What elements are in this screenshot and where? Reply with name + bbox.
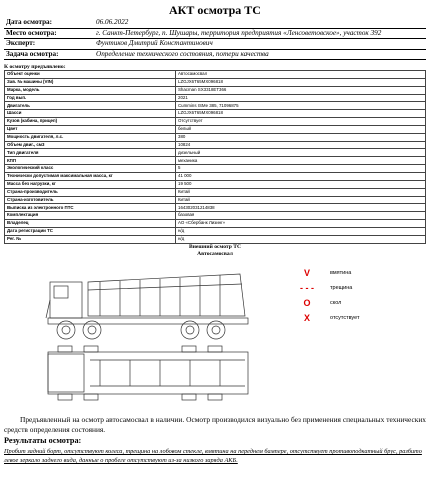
header-value: Определение технического состояния, потери качества — [94, 49, 426, 60]
header-row — [4, 28, 426, 39]
header-row — [4, 39, 426, 50]
spec-label: Цвет — [5, 125, 176, 133]
spec-row — [5, 125, 426, 133]
spec-label: Мощность двигателя, л.с. — [5, 133, 176, 141]
legend-label: отсутствует — [330, 315, 360, 321]
header-row — [4, 18, 426, 28]
spec-value: дизельный — [176, 149, 426, 157]
header-value: Фунтиков Дмитрий Константинович — [94, 39, 426, 50]
inspection-header-table — [4, 18, 426, 60]
spec-value: Автосамосвал — [176, 71, 426, 79]
legend-symbol: V — [303, 268, 310, 278]
header-row — [4, 49, 426, 60]
spec-value: механика — [176, 157, 426, 165]
spec-label: Тип двигателя — [5, 149, 176, 157]
spec-value: белый — [176, 125, 426, 133]
spec-value: Shacman SX3318ET366 — [176, 86, 426, 94]
spec-label: Дата регистрации ТС — [5, 227, 176, 235]
spec-value: 10824 — [176, 141, 426, 149]
spec-label: Двигатель — [5, 102, 176, 110]
spec-row — [5, 204, 426, 212]
dump-truck-schematic — [40, 260, 280, 410]
spec-label: Год вып. — [5, 94, 176, 102]
spec-label: Комплектация — [5, 212, 176, 220]
spec-label: Страна-производитель — [5, 188, 176, 196]
spec-row — [5, 227, 426, 235]
results-heading: Результаты осмотра: — [4, 436, 82, 445]
legend-label: трещина — [330, 285, 353, 291]
header-value: 06.06.2022 — [94, 18, 426, 28]
legend-symbol: - - - — [300, 283, 314, 293]
legend-label: скол — [330, 300, 342, 306]
spec-value: LZGJX6T65MX096818 — [176, 78, 426, 86]
inspection-heading: Внешний осмотр ТС — [188, 244, 242, 250]
header-label: Эксперт: — [4, 39, 94, 50]
spec-value: Cummins ISMe 385, 71096875 — [176, 102, 426, 110]
inspection-paragraph: Предъявленный на осмотр автосамосвал в наличии. Осмотр производился визуально без применения специальных технических средств определения состояния. — [4, 415, 426, 434]
spec-value: 380 — [176, 133, 426, 141]
spec-row — [5, 110, 426, 118]
spec-row — [5, 235, 426, 243]
spec-heading: К осмотру предъявлено: — [4, 64, 66, 70]
spec-row — [5, 78, 426, 86]
spec-label: Зав. № машины (VIN) — [5, 78, 176, 86]
document-title: АКТ осмотра ТС — [169, 3, 261, 17]
truck-top-view — [48, 352, 248, 394]
cab-top — [48, 354, 84, 392]
legend-symbol: O — [303, 298, 311, 308]
spec-label: Рег. № — [5, 235, 176, 243]
spec-value: Китай — [176, 188, 426, 196]
inspection-subheading: Автосамосвал — [197, 251, 233, 257]
spec-value: н/д — [176, 235, 426, 243]
spec-row — [5, 102, 426, 110]
spec-value: 19 500 — [176, 180, 426, 188]
spec-value: 164302031214838 — [176, 204, 426, 212]
spec-label: Кузов (кабина, прицеп) — [5, 118, 176, 126]
spec-row — [5, 86, 426, 94]
spec-label: Экологический класс — [5, 165, 176, 173]
inspection-title — [140, 244, 290, 258]
spec-row — [5, 212, 426, 220]
header-label: Задача осмотра: — [4, 49, 94, 60]
spec-label: Объем двиг., см3 — [5, 141, 176, 149]
header-value: г. Санкт-Петербург, п. Шушары, территория предприятия «Ленсоветовское», участок 392 — [94, 28, 426, 39]
spec-row — [5, 180, 426, 188]
spec-row — [5, 165, 426, 173]
spec-value: LZGJX6T65MX096818 — [176, 110, 426, 118]
header-label: Дата осмотра: — [4, 18, 94, 28]
spec-label: Марка, модель — [5, 86, 176, 94]
header-label: Место осмотра: — [4, 28, 94, 39]
spec-value: 5 — [176, 165, 426, 173]
dump-body-side — [88, 274, 245, 316]
spec-row — [5, 141, 426, 149]
legend-label: вмятина — [330, 270, 352, 276]
spec-row — [5, 118, 426, 126]
spec-label: Объект оценки — [5, 71, 176, 79]
spec-label: Страна-изготовитель — [5, 196, 176, 204]
spec-label: Выписка из электронного ПТС — [5, 204, 176, 212]
spec-value: Китай — [176, 196, 426, 204]
spec-row — [5, 133, 426, 141]
truck-cab-side — [50, 282, 82, 318]
spec-label: Шасси — [5, 110, 176, 118]
spec-row — [5, 188, 426, 196]
spec-label: Масса без нагрузки, кг — [5, 180, 176, 188]
spec-value: базовая — [176, 212, 426, 220]
spec-value: н/д — [176, 227, 426, 235]
spec-row — [5, 149, 426, 157]
spec-row — [5, 94, 426, 102]
cab-window — [54, 286, 68, 298]
spec-value: 41 000 — [176, 172, 426, 180]
spec-label: Владелец — [5, 220, 176, 228]
spec-label: КПП — [5, 157, 176, 165]
spec-row — [5, 196, 426, 204]
spec-row — [5, 220, 426, 228]
spec-row — [5, 157, 426, 165]
spec-label: Технически допустимая максимальная масса, кг — [5, 172, 176, 180]
spec-value: АО «Сбербанк Лизинг» — [176, 220, 426, 228]
spec-row — [5, 71, 426, 79]
vehicle-spec-table — [4, 70, 426, 244]
spec-value: 2021 — [176, 94, 426, 102]
spec-value: Отсутствует — [176, 118, 426, 126]
spec-row — [5, 172, 426, 180]
results-text: Пробит задний борт, отсутствуют колеса, трещина на лобовом стекле, вмятина на переднем бампере, отсутствует противоподкатный брус, разбито левое зеркало заднего вида, данные о пробеге отсутствуют из-за низкого заряда АКБ. — [4, 448, 422, 464]
legend-symbol: X — [303, 313, 310, 323]
